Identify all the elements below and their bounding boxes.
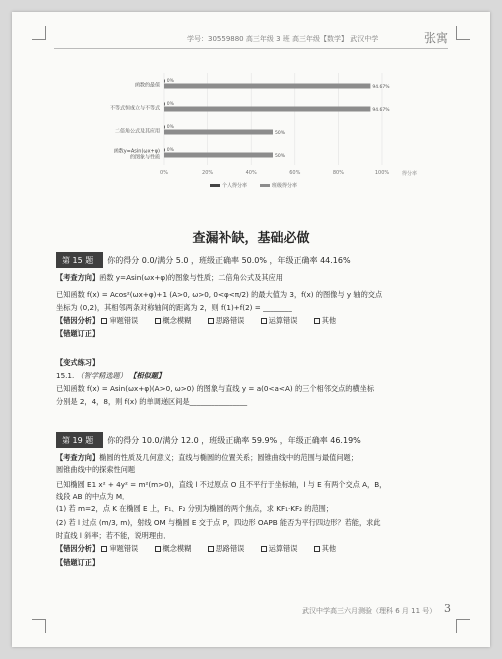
q15-direction xyxy=(56,273,283,283)
bar-value-label: 50% xyxy=(275,154,286,159)
crop-mark xyxy=(456,619,470,633)
option-label: 运算错误 xyxy=(268,316,298,325)
q15-direction-label: 【考查方向】 xyxy=(56,273,100,282)
option-label: 运算错误 xyxy=(268,544,298,553)
q19-error-analysis xyxy=(56,544,350,554)
bar-value-label: 0% xyxy=(166,148,174,153)
x-axis-label: 得分率 xyxy=(402,171,418,177)
score-chart xyxy=(52,67,432,207)
q15-direction-text: 函数 y=Asin(ωx+φ)的图象与性质；二倍角公式及其应用 xyxy=(99,273,283,282)
q15-variant-line1: 已知函数 f(x) = Asin(ωx+φ)(A>0, ω>0) 的图象与直线 y = a(0<a<A) 的三个相邻交点的横坐标 xyxy=(56,384,375,393)
q15-option-3[interactable] xyxy=(208,316,245,326)
q15-problem-line1: 已知函数 f(x) = Acos²(ωx+φ)+1 (A>0, ω>0, 0<φ<π/2) 的最大值为 3，f(x) 的图像与 y 轴的交点 xyxy=(56,290,383,299)
legend-label: 个人得分率 xyxy=(222,183,248,189)
q15-analysis-label: 【错因分析】 xyxy=(56,316,100,325)
q15-badge: 第 15 题 xyxy=(56,252,103,268)
bar-personal xyxy=(164,126,165,129)
footer-text: 武汉中学高三六月测验（理科 6 月 11 号） xyxy=(302,607,437,615)
q15-stats: 你的得分 0.0/满分 5.0 ，班级正确率 50.0% ，年级正确率 44.16% xyxy=(107,255,351,265)
option-label: 其他 xyxy=(321,544,337,553)
q15-header xyxy=(56,252,351,268)
checkbox-icon xyxy=(101,546,107,552)
checkbox-icon xyxy=(314,546,320,552)
page-number: 3 xyxy=(444,602,451,615)
x-tick-label: 0% xyxy=(160,170,168,176)
q19-option-1[interactable] xyxy=(101,544,138,554)
q15-variant-line2: 分别是 2，4，8，则 f(x) 的单调递区间是________________ xyxy=(56,397,248,406)
option-label: 审题错误 xyxy=(109,544,139,553)
student-name: 张寓 xyxy=(424,31,449,45)
q19-direction-text: 椭圆的性质及几何意义；直线与椭圆的位置关系；圆锥曲线中的范围与最值问题； xyxy=(99,453,358,462)
q19-problem-line1: 已知椭圆 E1 x² + 4y² = m²(m>0)，直线 l 不过原点 O 且不平行于坐标轴，l 与 E 有两个交点 A，B， xyxy=(56,480,387,489)
x-tick-label: 40% xyxy=(245,170,257,176)
q19-direction-line2: 圆锥曲线中的探索性问题 xyxy=(56,465,136,474)
option-label: 概念模糊 xyxy=(162,316,192,325)
bar-class xyxy=(164,107,370,112)
option-label: 概念模糊 xyxy=(162,544,192,553)
header-info: 学号：30559880 高三年级 3 班 高三年级【数学】 武汉中学 xyxy=(187,35,379,43)
bar-value-label: 94.67% xyxy=(372,85,390,90)
header-divider xyxy=(54,48,448,49)
variant-tag: （智学精选题） xyxy=(76,371,127,380)
q19-problem-line3: (1) 若 m=2，点 K 在椭圆 E 上，F₁、F₂ 分别为椭圆的两个焦点，求 KF₁·KF₂ 的范围； xyxy=(56,504,334,513)
variant-tag2: 【相似题】 xyxy=(129,371,166,380)
bar-class xyxy=(164,84,370,89)
q19-option-3[interactable] xyxy=(208,544,245,554)
q19-direction-label: 【考查方向】 xyxy=(56,453,100,462)
category-label: 不等式恒成立与不等式 xyxy=(109,105,160,112)
x-tick-label: 20% xyxy=(202,170,214,176)
option-label: 思路错误 xyxy=(215,544,245,553)
crop-mark xyxy=(456,26,470,40)
category-label: 函数的最值 xyxy=(134,82,160,89)
q15-variant-label: 【变式练习】 xyxy=(56,358,100,367)
checkbox-icon xyxy=(208,318,214,324)
bar-value-label: 0% xyxy=(166,79,174,84)
bar-value-label: 94.67% xyxy=(372,108,390,113)
q19-header xyxy=(56,432,361,448)
q19-option-5[interactable] xyxy=(314,544,336,554)
category-label: 的图象与性质 xyxy=(129,154,160,161)
bar-value-label: 0% xyxy=(166,102,174,107)
q15-option-2[interactable] xyxy=(155,316,192,326)
q15-correction-label: 【错题订正】 xyxy=(56,329,100,338)
q15-error-analysis xyxy=(56,316,350,326)
legend-swatch xyxy=(260,184,270,187)
checkbox-icon xyxy=(101,318,107,324)
checkbox-icon xyxy=(261,318,267,324)
checkbox-icon xyxy=(261,546,267,552)
q15-option-4[interactable] xyxy=(261,316,298,326)
bar-class xyxy=(164,130,273,135)
legend-swatch xyxy=(210,184,220,187)
legend-label: 班级得分率 xyxy=(272,183,298,189)
q19-problem-line2: 线段 AB 的中点为 M． xyxy=(56,492,130,501)
bar-class xyxy=(164,153,273,158)
option-label: 审题错误 xyxy=(109,316,139,325)
bar-personal xyxy=(164,149,165,152)
checkbox-icon xyxy=(314,318,320,324)
crop-mark xyxy=(32,26,46,40)
q19-problem-line4: (2) 若 l 过点 (m/3, m)，射线 OM 与椭圆 E 交于点 P，四边形 OAPB 能否为平行四边形？若能，求此 xyxy=(56,518,381,527)
q19-stats: 你的得分 10.0/满分 12.0 ，班级正确率 59.9% ，年级正确率 46.19% xyxy=(107,435,361,445)
q15-problem-line2: 坐标为 (0,2)，其相邻两条对称轴间的距离为 2，则 f(1)+f(2) = ________ xyxy=(56,303,292,312)
q19-badge: 第 19 题 xyxy=(56,432,103,448)
category-label: 函数y=Asin(ωx+φ) xyxy=(113,148,160,155)
q15-option-5[interactable] xyxy=(314,316,336,326)
crop-mark xyxy=(32,619,46,633)
q19-analysis-label: 【错因分析】 xyxy=(56,544,100,553)
checkbox-icon xyxy=(155,318,161,324)
q15-variant-heading xyxy=(56,371,165,381)
x-tick-label: 60% xyxy=(289,170,301,176)
option-label: 思路错误 xyxy=(215,316,245,325)
q19-direction-line1 xyxy=(56,453,358,463)
bar-chart xyxy=(52,67,432,207)
bar-personal xyxy=(164,103,165,106)
q19-problem-line5: 时直线 l 斜率；若不能，说明理由． xyxy=(56,531,171,540)
section-title: 查漏补缺，基础必做 xyxy=(192,231,310,246)
bar-value-label: 50% xyxy=(275,131,286,136)
document-page xyxy=(12,12,490,647)
option-label: 其他 xyxy=(321,316,337,325)
checkbox-icon xyxy=(155,546,161,552)
variant-number: 15.1. xyxy=(56,371,75,380)
q19-correction-label: 【错题订正】 xyxy=(56,558,100,567)
checkbox-icon xyxy=(208,546,214,552)
q15-option-1[interactable] xyxy=(101,316,138,326)
q19-option-4[interactable] xyxy=(261,544,298,554)
category-label: 二倍角公式及其应用 xyxy=(114,128,160,135)
x-tick-label: 100% xyxy=(374,170,390,176)
q19-option-2[interactable] xyxy=(155,544,192,554)
x-tick-label: 80% xyxy=(332,170,344,176)
bar-value-label: 0% xyxy=(166,125,174,130)
bar-personal xyxy=(164,80,165,83)
